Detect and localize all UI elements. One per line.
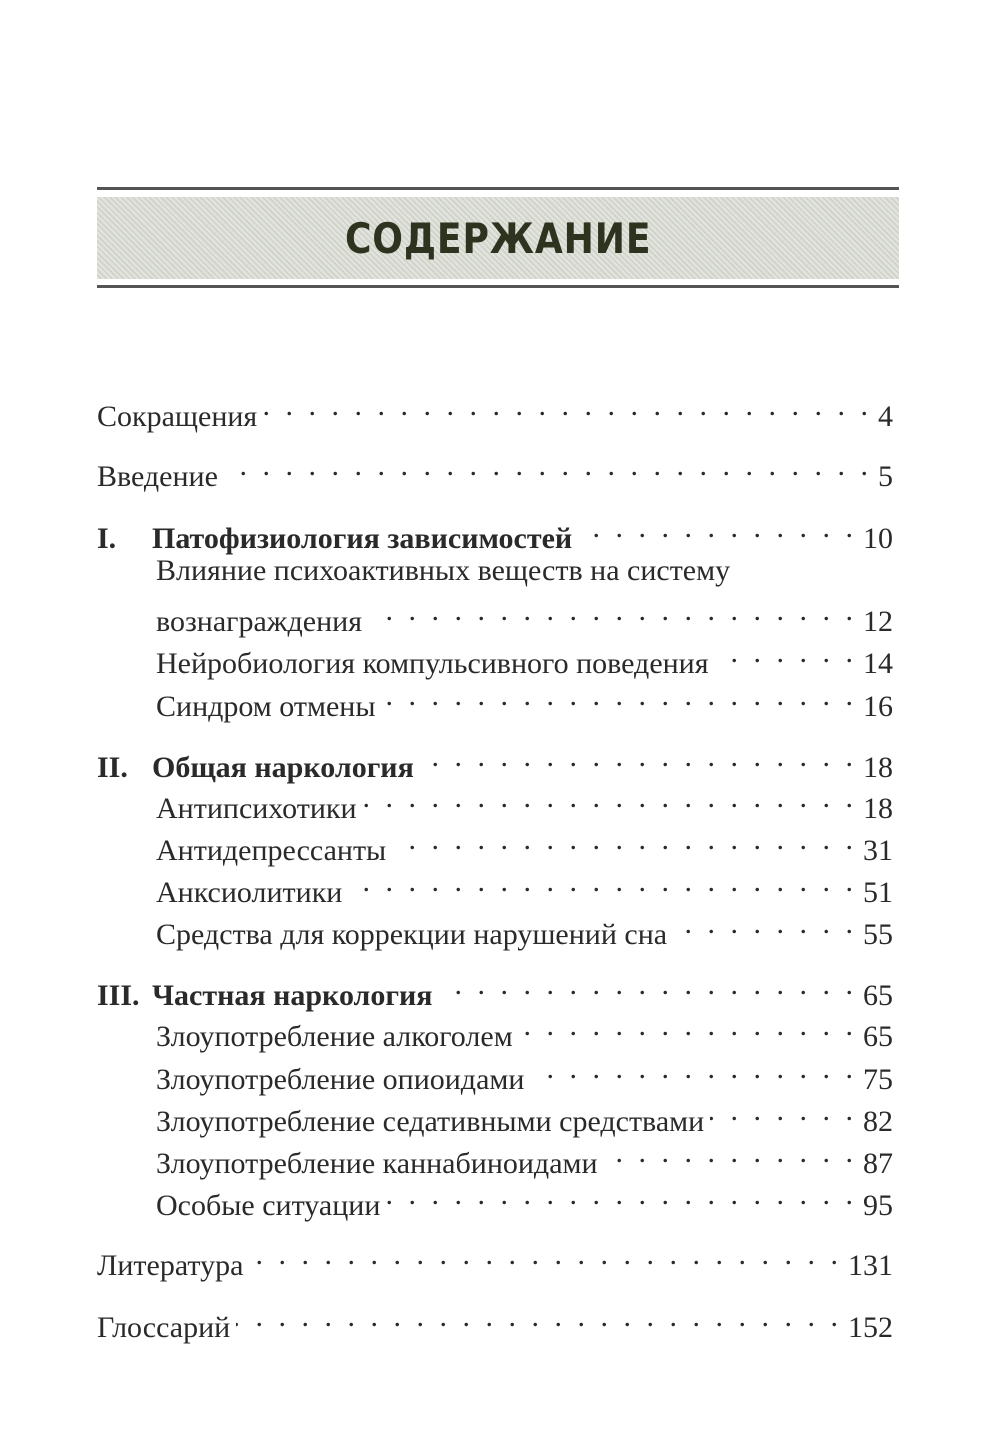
entry-title: Синдром отмены xyxy=(156,690,376,723)
section-number: II. xyxy=(97,751,128,784)
dot-leader xyxy=(392,820,857,860)
dot-leader xyxy=(673,904,857,944)
toc-entry xyxy=(156,904,893,951)
page-number: 82 xyxy=(863,1105,893,1138)
dot-leader xyxy=(236,1297,842,1337)
page-number: 131 xyxy=(848,1249,893,1282)
entry-title: Анксиолитики xyxy=(156,876,343,909)
dot-leader xyxy=(368,591,857,631)
entry-title: Злоупотребление опиоидами xyxy=(156,1063,525,1096)
entry-title: Злоупотребление седативными средствами xyxy=(156,1105,705,1138)
toc-entry xyxy=(156,1133,893,1180)
dot-leader xyxy=(715,633,857,673)
dot-leader xyxy=(604,1133,857,1173)
toc-entry xyxy=(97,737,893,784)
entry-title: Глоссарий xyxy=(97,1311,231,1344)
page-number: 65 xyxy=(863,979,893,1012)
entry-title: Частная наркология xyxy=(152,979,433,1012)
toc-entry xyxy=(156,778,893,825)
entry-title: Патофизиология зависимостей xyxy=(152,522,573,555)
entry-title: Антидепрессанты xyxy=(156,834,387,867)
toc-entry xyxy=(156,1175,893,1222)
toc-entry xyxy=(156,676,893,723)
page-number: 75 xyxy=(863,1063,893,1096)
entry-title: Злоупотребление алкоголем xyxy=(156,1020,513,1053)
page-number: 55 xyxy=(863,918,893,951)
section-number: I. xyxy=(97,522,117,555)
entry-title: Введение xyxy=(97,460,218,493)
page-number: 4 xyxy=(878,400,893,433)
toc-entry xyxy=(97,508,893,555)
entry-title: Литература xyxy=(97,1249,244,1282)
page-title: СОДЕРЖАНИЕ xyxy=(344,213,652,263)
entry-title: Влияние психоактивных веществ на систему xyxy=(156,554,731,587)
page-number: 18 xyxy=(863,751,893,784)
page-number: 12 xyxy=(863,605,893,638)
toc-entry xyxy=(156,820,893,867)
dot-leader xyxy=(519,1006,857,1046)
dot-leader xyxy=(249,1235,842,1275)
dot-leader xyxy=(348,862,857,902)
toc-entry xyxy=(156,1006,893,1053)
entry-title: Злоупотребление каннабиноидами xyxy=(156,1147,598,1180)
page-number: 87 xyxy=(863,1147,893,1180)
dot-leader xyxy=(439,965,857,1005)
dot-leader xyxy=(382,676,857,716)
toc-entry xyxy=(97,386,893,433)
page-number: 14 xyxy=(863,647,893,680)
entry-title: вознаграждения xyxy=(156,605,363,638)
top-rule xyxy=(97,187,899,190)
heading-band xyxy=(97,197,899,279)
entry-title: Общая наркология xyxy=(152,751,414,784)
dot-leader xyxy=(420,737,857,777)
bottom-rule xyxy=(97,285,899,288)
dot-leader xyxy=(578,508,857,548)
dot-leader xyxy=(263,386,872,426)
page-number: 5 xyxy=(878,460,893,493)
toc-entry xyxy=(156,591,893,638)
entry-title: Особые ситуации xyxy=(156,1189,381,1222)
entry-title: Антипсихотики xyxy=(156,792,357,825)
toc-entry xyxy=(156,1091,893,1138)
dot-leader xyxy=(386,1175,857,1215)
toc-entry xyxy=(156,862,893,909)
toc-entry xyxy=(156,1049,893,1096)
section-number: III. xyxy=(97,979,140,1012)
dot-leader xyxy=(224,446,872,486)
entry-title: Средства для коррекции нарушений сна xyxy=(156,918,668,951)
page-number: 31 xyxy=(863,834,893,867)
page-number: 95 xyxy=(863,1189,893,1222)
toc-entry xyxy=(97,965,893,1012)
page-number: 65 xyxy=(863,1020,893,1053)
dot-leader xyxy=(710,1091,857,1131)
dot-leader xyxy=(530,1049,857,1089)
page-number: 51 xyxy=(863,876,893,909)
page-number: 10 xyxy=(863,522,893,555)
entry-title: Сокращения xyxy=(97,400,258,433)
toc-entry xyxy=(156,633,893,680)
toc-entry xyxy=(97,446,893,493)
dot-leader xyxy=(363,778,857,818)
toc-entry xyxy=(97,1235,893,1282)
page-number: 16 xyxy=(863,690,893,723)
toc-entry xyxy=(156,551,893,591)
page-number: 152 xyxy=(848,1311,893,1344)
toc-entry xyxy=(97,1297,893,1344)
page-number: 18 xyxy=(863,792,893,825)
entry-title: Нейробиология компульсивного поведения xyxy=(156,647,709,680)
